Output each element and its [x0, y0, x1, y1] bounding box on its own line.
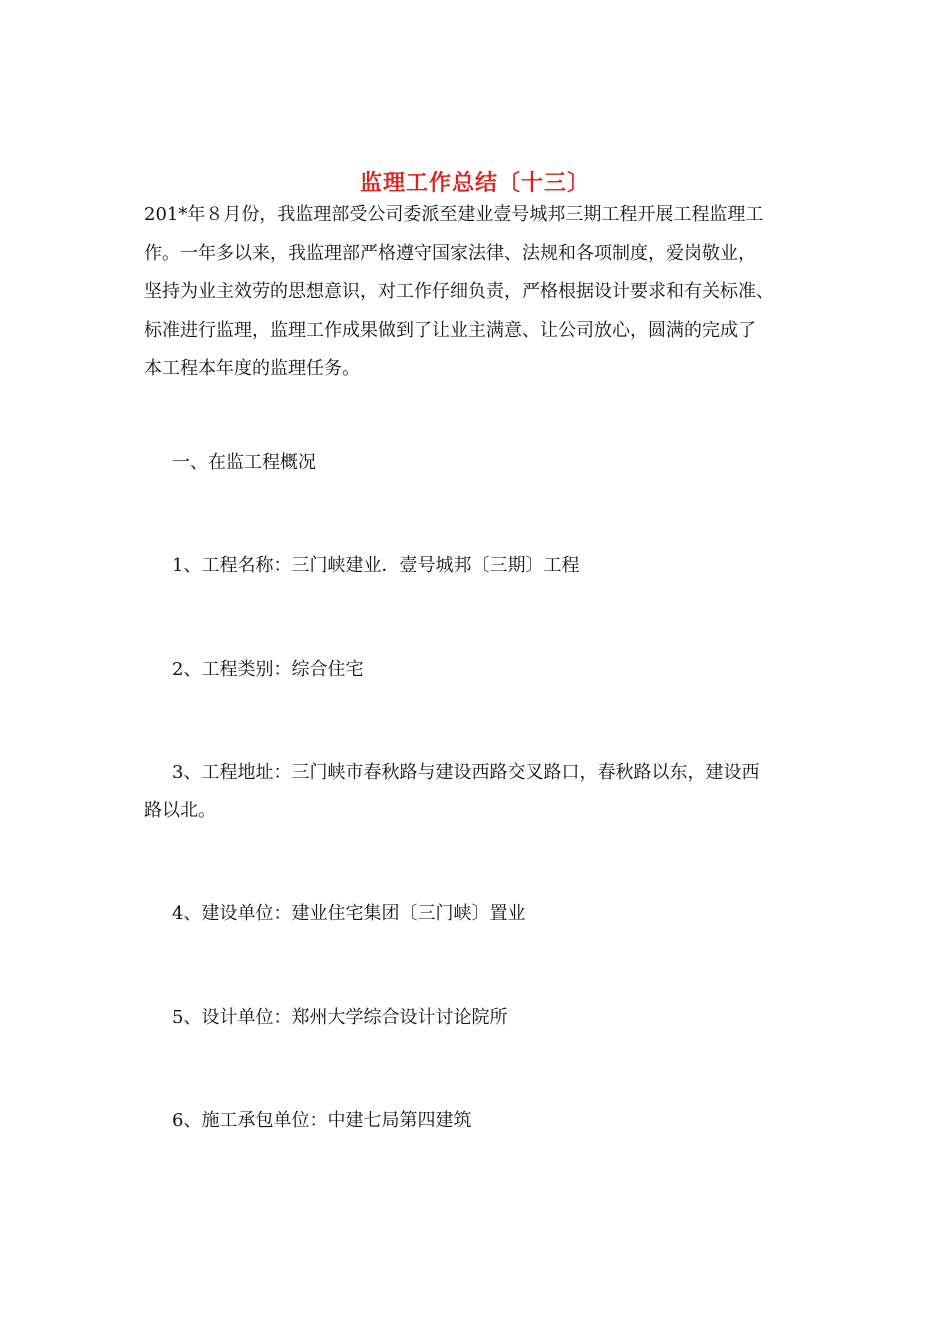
project-name-item: 1、工程名称：三门峡建业．壹号城邦〔三期〕工程 — [172, 555, 580, 576]
intro-line: 作。一年多以来，我监理部严格遵守国家法律、法规和各项制度，爱岗敬业， — [144, 242, 756, 264]
section-heading: 一、在监工程概况 — [172, 452, 316, 473]
intro-line: 201*年８月份，我监理部受公司委派至建业壹号城邦三期工程开展工程监理工 — [144, 204, 764, 225]
document-title: 监理工作总结〔十三〕 — [359, 169, 590, 196]
intro-line: 标准进行监理，监理工作成果做到了让业主满意、让公司放心，圆满的完成了 — [144, 319, 756, 341]
intro-line: 坚持为业主效劳的思想意识，对工作仔细负责，严格根据设计要求和有关标准、 — [144, 281, 774, 302]
project-category-item: 2、工程类别：综合住宅 — [172, 659, 364, 680]
contractor-item: 6、施工承包单位：中建七局第四建筑 — [172, 1110, 472, 1131]
design-unit-item: 5、设计单位：郑州大学综合设计讨论院所 — [172, 1007, 508, 1028]
intro-paragraph — [144, 196, 812, 389]
project-address-line: 路以北。 — [144, 800, 216, 821]
construction-unit-item: 4、建设单位：建业住宅集团〔三门峡〕置业 — [172, 903, 526, 924]
project-address-line: 3、工程地址：三门峡市春秋路与建设西路交叉路口，春秋路以东，建设西 — [172, 762, 760, 783]
intro-line: 本工程本年度的监理任务。 — [144, 358, 360, 379]
project-address-item — [144, 754, 812, 830]
